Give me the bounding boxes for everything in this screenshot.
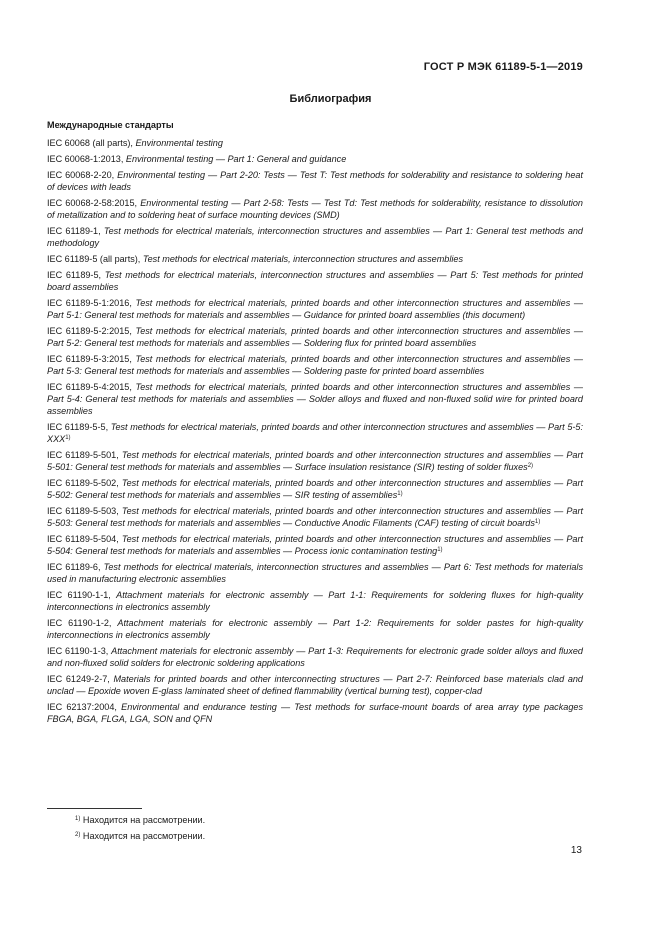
reference-code: IEC 61189-5-2:2015, xyxy=(47,326,136,336)
reference-code: IEC 61189-5-504, xyxy=(47,534,122,544)
reference-item xyxy=(47,353,583,377)
footnote-ref: 1) xyxy=(65,435,71,441)
reference-title: Test methods for electrical materials, interconnection structures and assemblies — Part 5: Test methods for printed board assemblies xyxy=(47,270,583,292)
reference-code: IEC 62137:2004, xyxy=(47,702,122,712)
reference-code: IEC 61190-1-2, xyxy=(47,618,118,628)
reference-title: Test methods for electrical materials, printed boards and other interconnection structures and assemblies — Part 5-502: General test methods for materials and assemblies — SIR testing of assemblies xyxy=(47,478,583,500)
reference-title: Test methods for electrical materials, interconnection structures and assemblies — Part 1: General test methods and methodology xyxy=(47,226,583,248)
reference-item xyxy=(47,617,583,641)
reference-title: Environmental testing xyxy=(135,138,223,148)
reference-item xyxy=(47,297,583,321)
section-title: Международные стандарты xyxy=(47,120,174,130)
reference-title: Test methods for electrical materials, printed boards and other interconnection structures and assemblies — Part 5-503: General test methods for materials and assemblies — Conductive Anodic Filaments (CAF) testing of circuit boards xyxy=(47,506,583,528)
reference-item xyxy=(47,533,583,557)
reference-item xyxy=(47,589,583,613)
reference-code: IEC 60068-2-58:2015, xyxy=(47,198,141,208)
reference-title: Test methods for electrical materials, printed boards and other interconnection structures and assemblies — Part 5-501: General test methods for materials and assemblies — Surface insulation resistance (SIR) testing of solder fluxes xyxy=(47,450,583,472)
reference-title: Test methods for electrical materials, interconnection structures and assemblies xyxy=(142,254,463,264)
reference-code: IEC 61189-1, xyxy=(47,226,104,236)
reference-code: IEC 61189-5-4:2015, xyxy=(47,382,136,392)
reference-item xyxy=(47,169,583,193)
reference-title: Environmental and endurance testing — Test methods for surface-mount boards of area array type packages FBGA, BGA, FLGA, LGA, SON and QFN xyxy=(47,702,583,724)
reference-title: Attachment materials for electronic assembly — Part 1-1: Requirements for soldering fluxes for high-quality interconnections in electronics assembly xyxy=(47,590,583,612)
footnote-text: Находится на рассмотрении. xyxy=(80,815,206,825)
footnote-1 xyxy=(75,812,205,828)
reference-code: IEC 61189-6, xyxy=(47,562,104,572)
reference-title: Attachment materials for electronic assembly — Part 1-3: Requirements for electronic grade solder alloys and fluxed and non-fluxed solid solders for electronic soldering applications xyxy=(47,646,583,668)
reference-title: Test methods for electrical materials, printed boards and other interconnection structures and assemblies — Part 5-504: General test methods for materials and assemblies — Process ionic contamination testing xyxy=(47,534,583,556)
reference-item xyxy=(47,645,583,669)
footnote-ref: 1) xyxy=(397,491,403,497)
reference-code: IEC 61190-1-3, xyxy=(47,646,112,656)
reference-code: IEC 61189-5-503, xyxy=(47,506,122,516)
page-number: 13 xyxy=(570,845,582,856)
footnote-rule xyxy=(47,808,142,809)
footnote-mark: 2) xyxy=(75,832,81,838)
reference-title: Test methods for electrical materials, printed boards and other interconnection structures and assemblies — Part 5-4: General test methods for materials and assemblies — Solder alloys and fluxed and non-fluxed solid wire for printed board assemblies xyxy=(47,382,583,416)
reference-item xyxy=(47,197,583,221)
footnotes xyxy=(75,812,205,844)
page-title: Библиография xyxy=(289,93,372,105)
reference-item xyxy=(47,325,583,349)
footnote-ref: 1) xyxy=(534,519,541,525)
reference-code: IEC 61189-5 (all parts), xyxy=(47,254,143,264)
reference-item xyxy=(47,561,583,585)
footnote-ref: 2) xyxy=(527,463,534,469)
reference-item xyxy=(47,421,583,445)
reference-title: Test methods for electrical materials, printed boards and other interconnection structures and assemblies — Part 5-1: General test methods for materials and assemblies — Guidance for printed board assemblies (this document) xyxy=(47,298,583,320)
footnote-2 xyxy=(75,828,205,844)
reference-item xyxy=(47,673,583,697)
reference-code: IEC 61189-5-3:2015, xyxy=(47,354,136,364)
reference-title: Test methods for electrical materials, printed boards and other interconnection structures and assemblies — Part 5-3: General test methods for materials and assemblies — Soldering paste for printed board assemblies xyxy=(47,354,583,376)
reference-item xyxy=(47,701,583,725)
reference-item xyxy=(47,225,583,249)
reference-item xyxy=(47,381,583,417)
reference-item xyxy=(47,253,583,265)
reference-title: Environmental testing — Part 2-20: Tests — Test T: Test methods for solderability and resistance to soldering heat of devices with leads xyxy=(47,170,583,192)
reference-item xyxy=(47,477,583,501)
reference-title: Test methods for electrical materials, printed boards and other interconnection structures and assemblies — Part 5-2: General test methods for materials and assemblies — Soldering flux for printed board assemblies xyxy=(47,326,583,348)
reference-code: IEC 61189-5-501, xyxy=(47,450,122,460)
reference-item xyxy=(47,505,583,529)
reference-title: Environmental testing — Part 2-58: Tests — Test Td: Test methods for solderability, resistance to dissolution of metallization and to soldering heat of surface mounting devices (SMD) xyxy=(47,198,583,220)
reference-code: IEC 61189-5-502, xyxy=(47,478,122,488)
footnote-text: Находится на рассмотрении. xyxy=(80,831,206,841)
reference-item xyxy=(47,269,583,293)
reference-title: Materials for printed boards and other interconnecting structures — Part 2-7: Reinforced base materials clad and unclad — Epoxide woven E-glass laminated sheet of defined flammability (vertical burning test), copper-clad xyxy=(47,674,583,696)
reference-code: IEC 61189-5-1:2016, xyxy=(47,298,136,308)
reference-item xyxy=(47,153,583,165)
reference-code: IEC 60068-2-20, xyxy=(47,170,118,180)
reference-code: IEC 61190-1-1, xyxy=(47,590,117,600)
reference-title: Attachment materials for electronic assembly — Part 1-2: Requirements for solder pastes for high-quality interconnections in electronics assembly xyxy=(47,618,583,640)
footnote-ref: 1) xyxy=(437,547,443,553)
reference-title: Test methods for electrical materials, printed boards and other interconnection structures and assemblies — Part 5-5: XXX xyxy=(47,422,583,444)
reference-item xyxy=(47,449,583,473)
reference-title: Environmental testing — Part 1: General and guidance xyxy=(125,154,347,164)
reference-code: IEC 61189-5-5, xyxy=(47,422,111,432)
reference-list xyxy=(47,137,583,725)
reference-code: IEC 61189-5, xyxy=(47,270,105,280)
reference-title: Test methods for electrical materials, interconnection structures and assemblies — Part 6: Test methods for materials used in manufacturing electronic assemblies xyxy=(47,562,583,584)
reference-item xyxy=(47,137,583,149)
document-code: ГОСТ Р МЭК 61189-5-1—2019 xyxy=(423,61,583,73)
bibliography-body xyxy=(47,119,583,729)
reference-code: IEC 60068-1:2013, xyxy=(47,154,126,164)
reference-code: IEC 61249-2-7, xyxy=(47,674,114,684)
footnote-mark: 1) xyxy=(75,816,81,822)
reference-code: IEC 60068 (all parts), xyxy=(47,138,136,148)
